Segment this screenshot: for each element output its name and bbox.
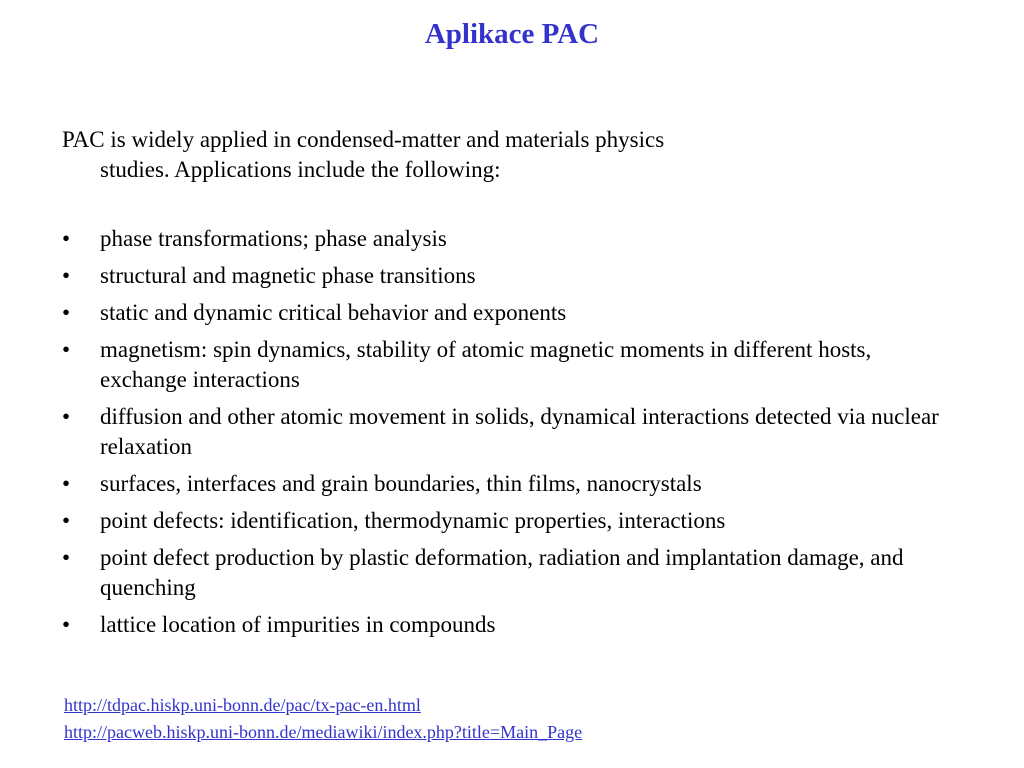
bullet-icon: •	[62, 263, 71, 288]
bullet-icon: •	[62, 508, 71, 533]
list-item-text: structural and magnetic phase transitions	[100, 263, 476, 288]
intro-line-2: studies. Applications include the following:	[100, 157, 501, 182]
list-item-text: phase transformations; phase analysis	[100, 226, 447, 251]
reference-links	[64, 692, 582, 746]
list-item	[62, 543, 962, 603]
bullet-icon: •	[62, 300, 71, 325]
list-item	[62, 469, 962, 499]
list-item-text: point defects: identification, thermodynamic properties, interactions	[100, 508, 726, 533]
list-item-text: lattice location of impurities in compounds	[100, 612, 496, 637]
list-item	[62, 298, 962, 328]
link-pacweb-wiki[interactable]: http://pacweb.hiskp.uni-bonn.de/mediawiki/index.php?title=Main_Page	[64, 722, 583, 742]
list-item	[62, 506, 962, 536]
intro-paragraph	[62, 125, 822, 185]
bullet-icon: •	[62, 612, 71, 637]
list-item	[62, 261, 962, 291]
bullet-icon: •	[62, 545, 71, 570]
slide-title: Aplikace PAC	[424, 18, 600, 50]
list-item-text: surfaces, interfaces and grain boundaries, thin films, nanocrystals	[100, 471, 702, 496]
list-item	[62, 335, 962, 395]
intro-line-1: PAC is widely applied in condensed-matter and materials physics	[62, 127, 665, 152]
bullet-icon: •	[62, 404, 71, 429]
list-item-text: diffusion and other atomic movement in solids, dynamical interactions detected via nuclear relaxation	[100, 404, 939, 459]
bullet-icon: •	[62, 471, 71, 496]
list-item	[62, 402, 962, 462]
list-item-text: static and dynamic critical behavior and exponents	[100, 300, 567, 325]
list-item-text: point defect production by plastic deformation, radiation and implantation damage, and quenching	[100, 545, 904, 600]
application-list	[62, 224, 962, 647]
bullet-icon: •	[62, 226, 71, 251]
list-item	[62, 610, 962, 640]
list-item-text: magnetism: spin dynamics, stability of atomic magnetic moments in different hosts, exchange interactions	[100, 337, 872, 392]
list-item	[62, 224, 962, 254]
bullet-icon: •	[62, 337, 71, 362]
link-tdpac[interactable]: http://tdpac.hiskp.uni-bonn.de/pac/tx-pac-en.html	[64, 695, 421, 715]
